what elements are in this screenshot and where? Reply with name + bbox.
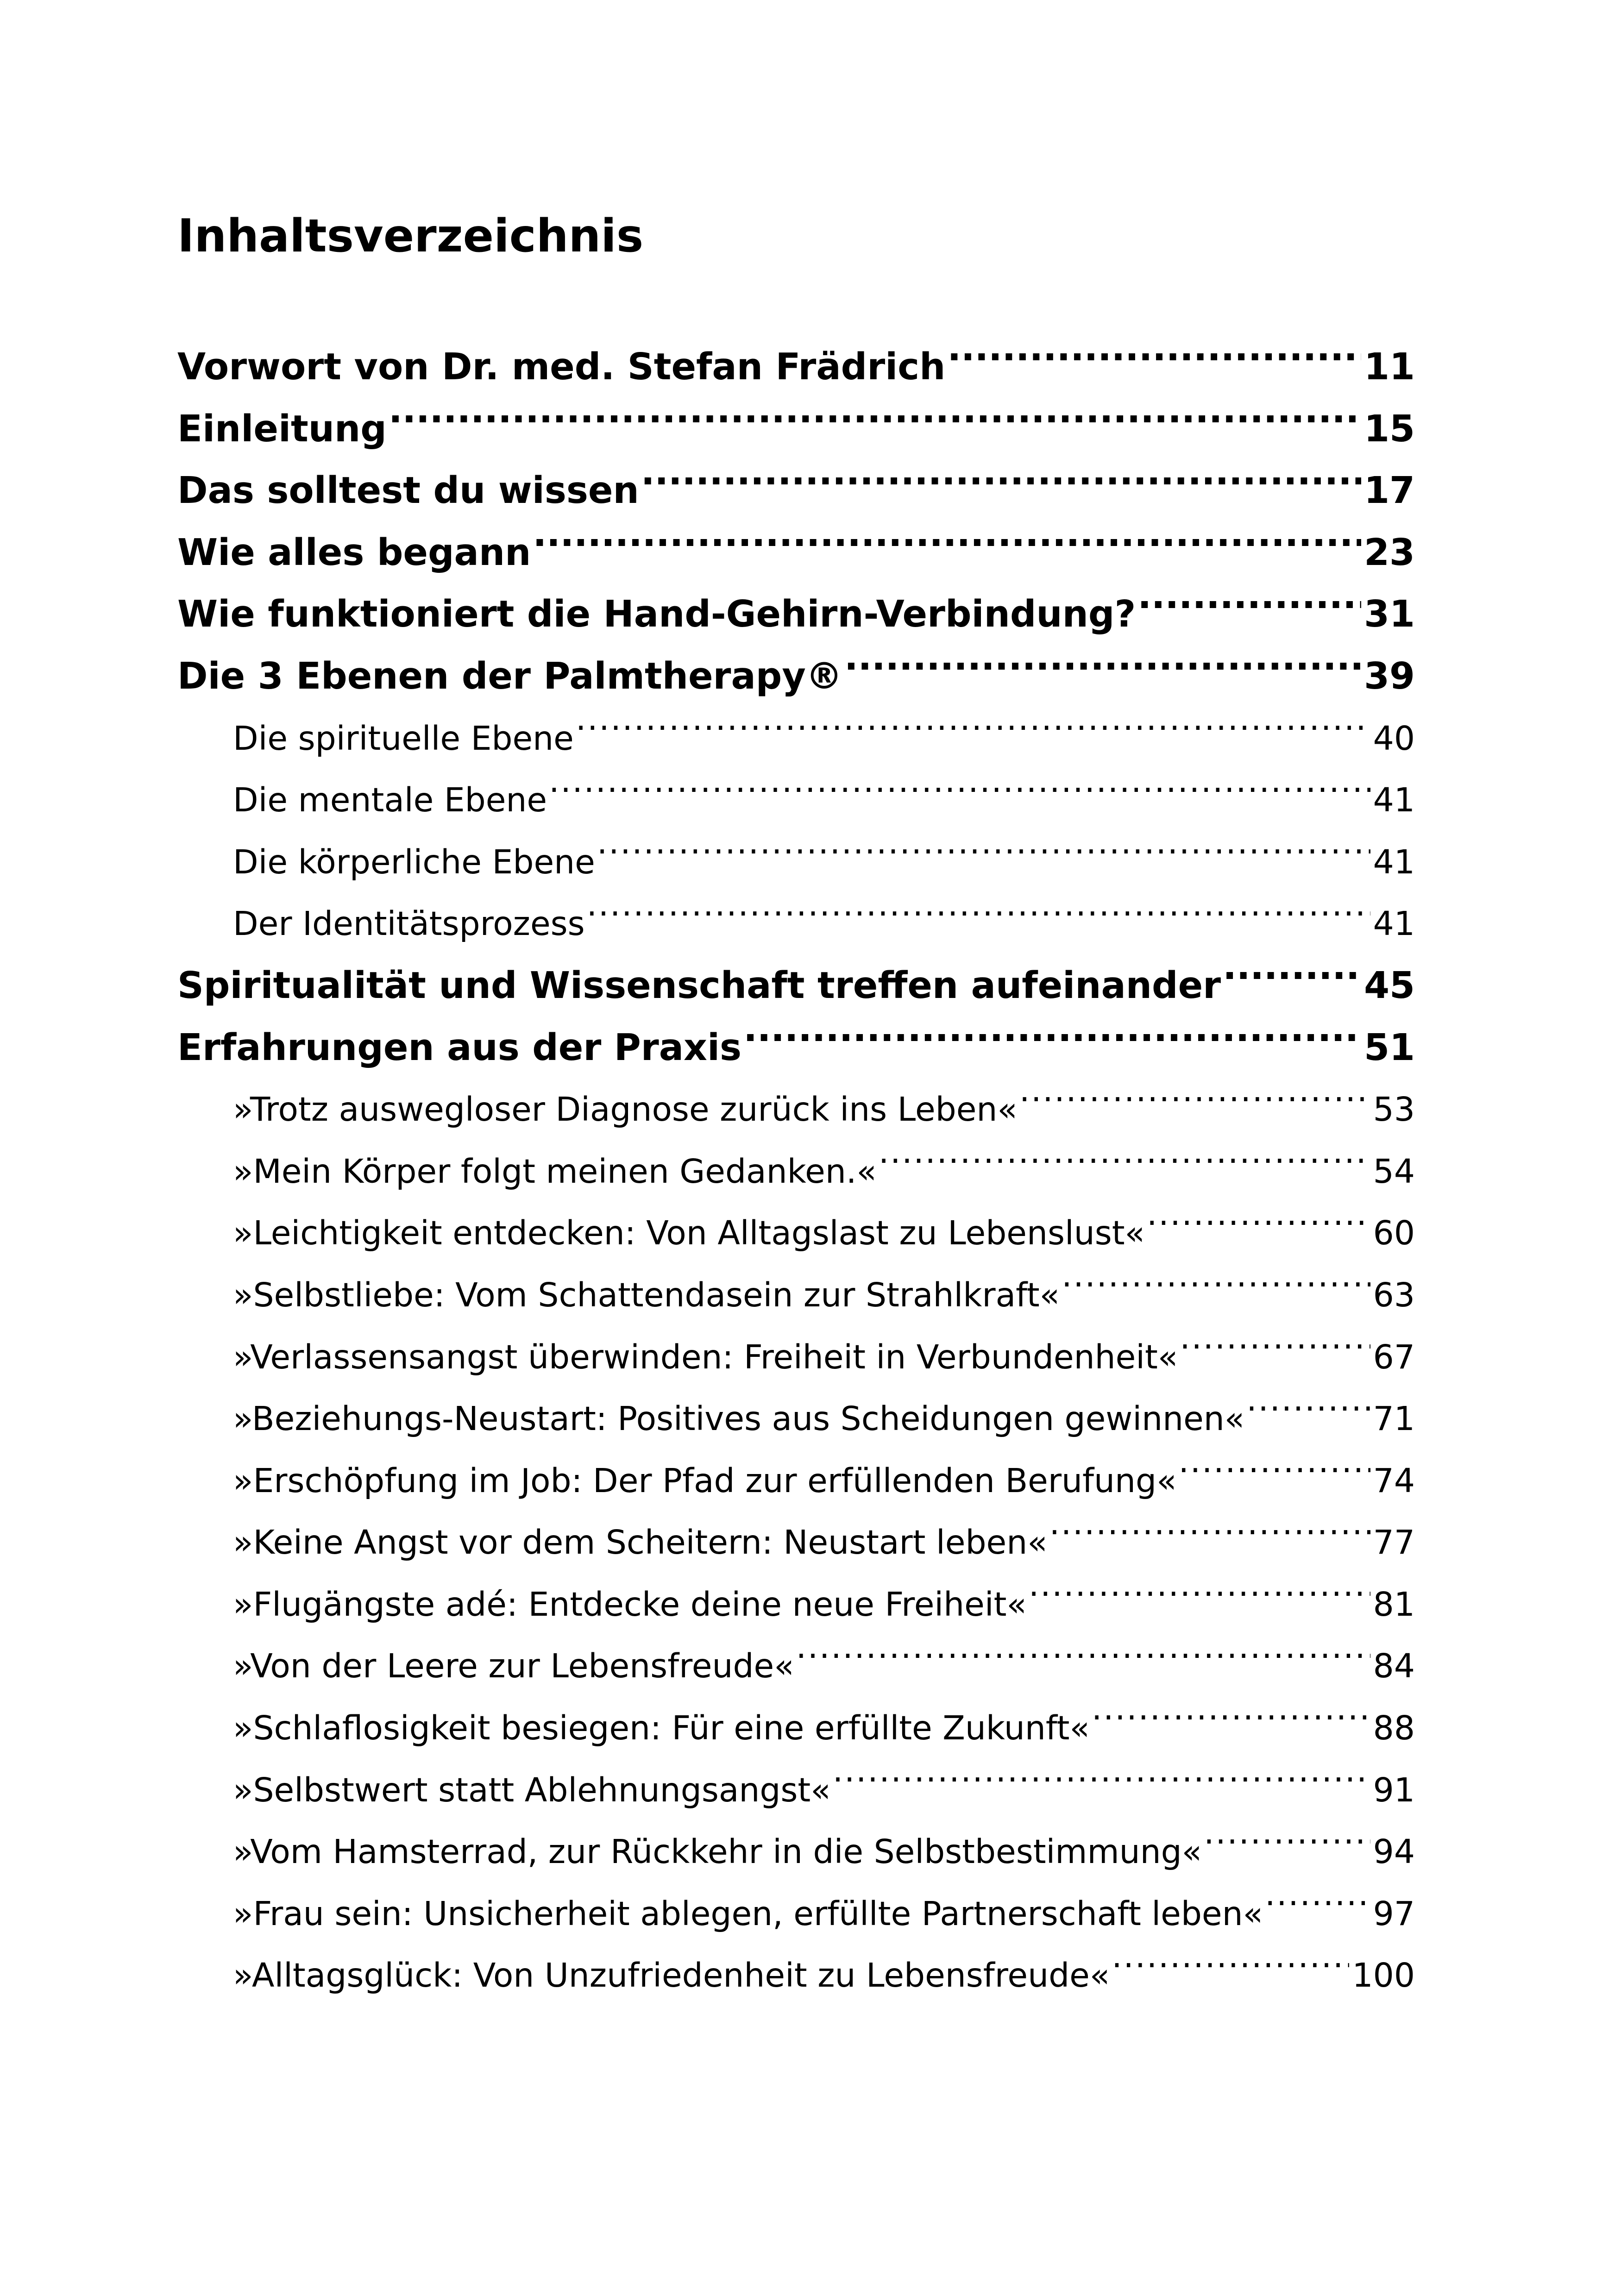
dot-leader [1136,590,1361,627]
dot-leader [639,466,1361,503]
toc-entry-title: »Frau sein: Unsicherheit ablegen, erfüllte Partnerschaft leben« [233,1894,1263,1933]
dot-leader [1048,1521,1370,1554]
toc-page-number: 100 [1352,1956,1415,1995]
dot-leader [877,1150,1370,1183]
toc-subentry [177,1141,1415,1203]
toc-page-number: 81 [1373,1585,1415,1624]
toc-entry [177,398,1415,460]
toc-page-number: 74 [1373,1461,1415,1500]
toc-entry-title: »Trotz auswegloser Diagnose zurück ins Leben« [233,1090,1018,1129]
dot-leader [585,902,1370,935]
toc-entry-title: »Verlassensangst überwinden: Freiheit in Verbundenheit« [233,1337,1178,1376]
toc-page-number: 91 [1373,1770,1415,1809]
dot-leader [1202,1830,1370,1863]
dot-leader [1263,1892,1370,1925]
toc-subentry [177,1759,1415,1821]
toc-entry-title: Das solltest du wissen [177,469,639,512]
toc-page-number: 51 [1364,1026,1415,1069]
toc-page-number: 53 [1373,1090,1415,1129]
toc-entry-title: »Erschöpfung im Job: Der Pfad zur erfüllenden Berufung« [233,1461,1177,1500]
dot-leader [1145,1211,1370,1244]
dot-leader [1060,1273,1370,1306]
toc-entry-title: »Beziehungs-Neustart: Positives aus Scheidungen gewinnen« [233,1399,1245,1438]
toc-page-number: 23 [1364,531,1415,574]
toc-entry-title: »Von der Leere zur Lebensfreude« [233,1647,794,1686]
toc-entry-title: »Schlaflosigkeit besiegen: Für eine erfüllte Zukunft« [233,1709,1090,1748]
toc-entry [177,460,1415,522]
toc-subentry [177,769,1415,831]
toc-page-number: 54 [1373,1152,1415,1191]
toc-subentry [177,1079,1415,1141]
toc-page-number: 63 [1373,1275,1415,1314]
toc-subentry [177,1388,1415,1450]
toc-page-number: 41 [1373,842,1415,881]
toc-entry-title: Einleitung [177,407,387,450]
toc-subentry [177,1202,1415,1264]
toc-subentry [177,893,1415,955]
dot-leader [574,717,1370,750]
table-of-contents [177,336,1415,2007]
toc-entry-title: Vorwort von Dr. med. Stefan Frädrich [177,345,946,388]
toc-page-number: 60 [1373,1214,1415,1253]
dot-leader [1090,1706,1370,1739]
dot-leader [595,841,1370,873]
toc-entry-title: Der Identitätsprozess [233,904,585,943]
toc-entry [177,522,1415,584]
toc-entry-title: »Flugängste adé: Entdecke deine neue Freiheit« [233,1585,1027,1624]
toc-page-number: 77 [1373,1523,1415,1562]
toc-entry-title: Spiritualität und Wissenschaft treffen aufeinander [177,964,1221,1007]
toc-subentry [177,1697,1415,1759]
dot-leader [945,343,1361,379]
toc-subentry [177,708,1415,770]
dot-leader [1177,1459,1370,1492]
toc-subentry [177,831,1415,893]
toc-entry-title: »Mein Körper folgt meinen Gedanken.« [233,1152,877,1191]
dot-leader [842,652,1361,689]
dot-leader [1244,1397,1370,1430]
toc-entry-title: Wie alles begann [177,531,531,574]
toc-entry-title: »Keine Angst vor dem Scheitern: Neustart leben« [233,1523,1048,1562]
toc-subentry [177,1945,1415,2007]
dot-leader [1027,1583,1370,1616]
toc-entry-title: »Selbstliebe: Vom Schattendasein zur Strahlkraft« [233,1275,1060,1314]
toc-page-number: 71 [1373,1399,1415,1438]
page-title: Inhaltsverzeichnis [177,210,644,263]
toc-entry [177,583,1415,646]
toc-subentry [177,1264,1415,1326]
toc-page-number: 41 [1373,904,1415,943]
dot-leader [531,528,1361,565]
dot-leader [1178,1336,1370,1368]
dot-leader [1110,1954,1349,1987]
toc-page-number: 88 [1373,1709,1415,1748]
toc-page-number: 45 [1364,964,1415,1007]
toc-entry [177,646,1415,708]
toc-subentry [177,1450,1415,1512]
toc-entry-title: Erfahrungen aus der Praxis [177,1026,742,1069]
toc-page-number: 84 [1373,1647,1415,1686]
toc-entry-title: »Alltagsglück: Von Unzufriedenheit zu Lebensfreude« [233,1956,1110,1995]
toc-subentry [177,1512,1415,1574]
dot-leader [1018,1088,1370,1121]
toc-page-number: 15 [1364,407,1415,450]
toc-entry [177,955,1415,1017]
dot-leader [387,405,1361,441]
toc-page-number: 41 [1373,781,1415,820]
toc-page-number: 17 [1364,469,1415,512]
toc-page-number: 11 [1364,345,1415,388]
toc-entry-title: Wie funktioniert die Hand-Gehirn-Verbindung? [177,593,1136,636]
dot-leader [741,1023,1361,1060]
toc-subentry [177,1635,1415,1697]
toc-entry-title: »Selbstwert statt Ablehnungsangst« [233,1770,831,1809]
dot-leader [831,1769,1370,1801]
toc-entry [177,336,1415,398]
toc-subentry [177,1574,1415,1636]
dot-leader [547,778,1370,811]
toc-page-number: 31 [1364,593,1415,636]
toc-subentry [177,1883,1415,1945]
toc-entry-title: Die spirituelle Ebene [233,719,574,758]
toc-page-number: 39 [1364,654,1415,697]
dot-leader [794,1644,1370,1677]
toc-entry-title: Die 3 Ebenen der Palmtherapy® [177,654,842,697]
toc-page-number: 97 [1373,1894,1415,1933]
toc-page-number: 40 [1373,719,1415,758]
toc-page-number: 94 [1373,1832,1415,1871]
toc-entry-title: Die körperliche Ebene [233,842,595,881]
toc-page-number: 67 [1373,1337,1415,1376]
dot-leader [1221,961,1361,998]
toc-entry-title: »Vom Hamsterrad, zur Rückkehr in die Selbstbestimmung« [233,1832,1202,1871]
toc-subentry [177,1326,1415,1388]
toc-entry-title: Die mentale Ebene [233,781,547,820]
toc-entry [177,1017,1415,1079]
toc-subentry [177,1821,1415,1883]
toc-entry-title: »Leichtigkeit entdecken: Von Alltagslast zu Lebenslust« [233,1214,1145,1253]
